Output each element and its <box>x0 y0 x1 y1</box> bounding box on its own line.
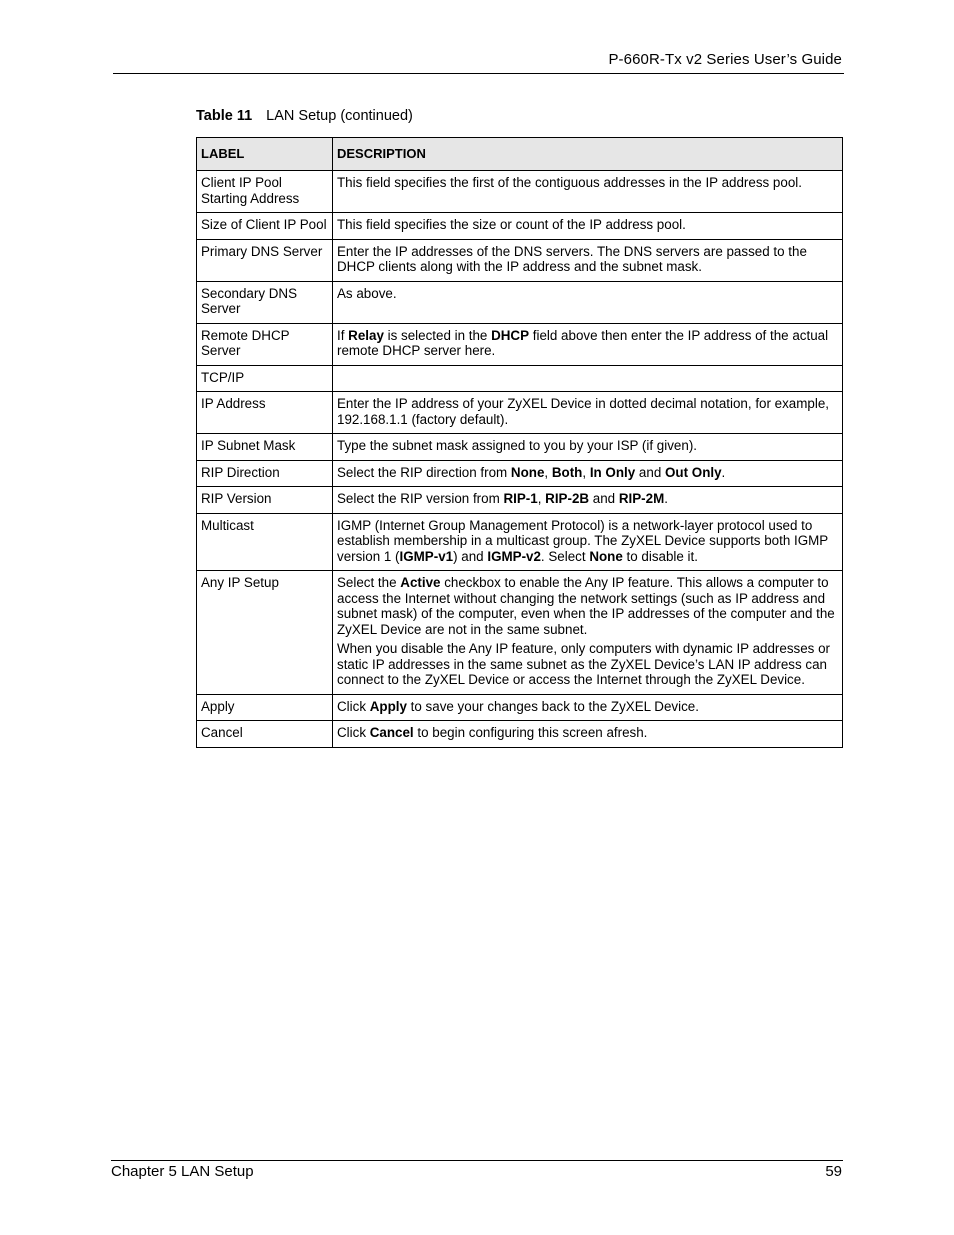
description-text: checkbox to enable the Any IP feature. This allows a computer to access the Internet without changing the network settings (such as IP address and subnet mask) of the computer, even when the IP addresses of the computer and the ZyXEL Device are not in the same subnet. <box>337 575 835 637</box>
description-text: This field specifies the size or count of the IP address pool. <box>337 217 686 232</box>
description-paragraph <box>337 217 837 233</box>
table-row <box>197 392 843 434</box>
description-text: to save your changes back to the ZyXEL Device. <box>406 698 699 714</box>
table-row <box>197 721 843 748</box>
description-text: As above. <box>337 285 397 301</box>
table-body <box>197 171 843 748</box>
description-text: Select the RIP version from <box>337 491 504 506</box>
row-label: Primary DNS Server <box>197 239 333 281</box>
description-text: Enter the IP address of your ZyXEL Device in dotted decimal notation, for example, 192.168.1.1 (factory default). <box>337 396 829 427</box>
description-text: Click <box>337 698 370 714</box>
footer-chapter: Chapter 5 LAN Setup <box>111 1163 254 1180</box>
description-bold-text: None <box>510 464 545 480</box>
description-paragraph <box>337 575 837 637</box>
description-paragraph <box>337 725 837 741</box>
description-bold-text: None <box>589 548 623 564</box>
description-text: and <box>635 464 665 480</box>
table-row <box>197 513 843 571</box>
header-rule <box>113 73 844 74</box>
row-label: Client IP Pool Starting Address <box>197 171 333 213</box>
row-description <box>333 513 843 571</box>
description-text: ) and <box>453 548 488 564</box>
description-paragraph <box>337 438 837 454</box>
description-text: If <box>337 327 349 343</box>
table-row <box>197 281 843 323</box>
row-description <box>333 171 843 213</box>
description-paragraph <box>337 396 837 427</box>
description-text: Select the RIP direction from <box>337 464 511 480</box>
row-description <box>333 239 843 281</box>
description-bold-text: RIP-2B <box>545 491 590 506</box>
description-text: to begin configuring this screen afresh. <box>413 725 648 740</box>
row-description <box>333 365 843 392</box>
footer-rule <box>111 1160 843 1161</box>
table-header-row <box>197 138 843 171</box>
description-text: and <box>589 491 619 506</box>
table-row <box>197 239 843 281</box>
description-text: field above then enter the IP address of the actual remote DHCP server here. <box>337 327 829 358</box>
description-bold-text: Relay <box>348 327 384 343</box>
row-label: RIP Version <box>197 487 333 514</box>
table-row <box>197 571 843 695</box>
row-description <box>333 434 843 461</box>
description-bold-text: Active <box>400 575 441 590</box>
description-text: Click <box>337 725 370 740</box>
description-text: Select the <box>337 575 401 590</box>
description-text: to disable it. <box>622 548 698 564</box>
row-description <box>333 571 843 695</box>
description-paragraph <box>337 244 837 275</box>
description-bold-text: IGMP-v1 <box>399 548 454 564</box>
row-label: Size of Client IP Pool <box>197 213 333 240</box>
row-label: Multicast <box>197 513 333 571</box>
row-label: Apply <box>197 694 333 721</box>
description-text: IGMP (Internet Group Management Protocol) is a network-layer protocol used to establish membership in a multicast group. The ZyXEL Device supports both IGMP version 1 ( <box>337 517 828 564</box>
table-caption-text: LAN Setup (continued) <box>266 108 413 124</box>
column-header-description: DESCRIPTION <box>333 138 843 171</box>
description-bold-text: RIP-2M <box>618 491 665 506</box>
row-description <box>333 694 843 721</box>
description-text: Type the subnet mask assigned to you by your ISP (if given). <box>337 438 698 453</box>
column-header-label: LABEL <box>197 138 333 171</box>
footer-page-number: 59 <box>825 1163 842 1180</box>
lan-setup-table <box>196 137 843 748</box>
description-text: This field specifies the first of the contiguous addresses in the IP address pool. <box>337 175 802 190</box>
row-description <box>333 213 843 240</box>
row-label: TCP/IP <box>197 365 333 392</box>
row-label: IP Address <box>197 392 333 434</box>
description-bold-text: Both <box>551 464 583 480</box>
row-label: RIP Direction <box>197 460 333 487</box>
row-description <box>333 721 843 748</box>
description-paragraph <box>337 328 837 359</box>
row-label: IP Subnet Mask <box>197 434 333 461</box>
row-label: Any IP Setup <box>197 571 333 695</box>
description-bold-text: Apply <box>369 698 407 714</box>
row-description <box>333 323 843 365</box>
description-paragraph <box>337 699 837 715</box>
table-caption <box>196 108 413 124</box>
description-paragraph <box>337 465 837 481</box>
row-description <box>333 487 843 514</box>
description-paragraph <box>337 491 837 507</box>
table-row <box>197 460 843 487</box>
description-text: When you disable the Any IP feature, only computers with dynamic IP addresses or static IP addresses in the same subnet as the ZyXEL Device’s LAN IP address can connect to the ZyXEL Device or access the Internet through the ZyXEL Device. <box>337 641 830 687</box>
running-header-title: P-660R-Tx v2 Series User’s Guide <box>608 51 842 68</box>
description-text: , <box>582 464 590 480</box>
description-paragraph <box>337 286 837 302</box>
description-bold-text: Cancel <box>369 725 414 740</box>
row-description <box>333 281 843 323</box>
description-text: , <box>537 491 546 506</box>
row-description <box>333 392 843 434</box>
description-bold-text: Out Only <box>665 464 722 480</box>
table-caption-number: Table 11 <box>196 108 253 124</box>
row-label: Cancel <box>197 721 333 748</box>
table-row <box>197 365 843 392</box>
description-bold-text: DHCP <box>491 327 530 343</box>
description-text: is selected in the <box>383 327 492 343</box>
row-label: Secondary DNS Server <box>197 281 333 323</box>
description-bold-text: In Only <box>589 464 636 480</box>
description-bold-text: RIP-1 <box>503 491 538 506</box>
description-paragraph <box>337 518 837 565</box>
description-paragraph <box>337 175 837 191</box>
row-description <box>333 460 843 487</box>
table-row <box>197 323 843 365</box>
table-row <box>197 487 843 514</box>
description-text: Enter the IP addresses of the DNS servers. The DNS servers are passed to the DHCP clients along with the IP address and the subnet mask. <box>337 243 807 274</box>
table-row <box>197 171 843 213</box>
description-text: . <box>721 464 726 480</box>
table-row <box>197 434 843 461</box>
table-row <box>197 213 843 240</box>
description-text: . Select <box>540 548 590 564</box>
row-label: Remote DHCP Server <box>197 323 333 365</box>
description-paragraph <box>337 641 837 688</box>
description-text: . <box>664 491 668 506</box>
table-row <box>197 694 843 721</box>
description-text: , <box>544 464 552 480</box>
description-bold-text: IGMP-v2 <box>487 548 541 564</box>
